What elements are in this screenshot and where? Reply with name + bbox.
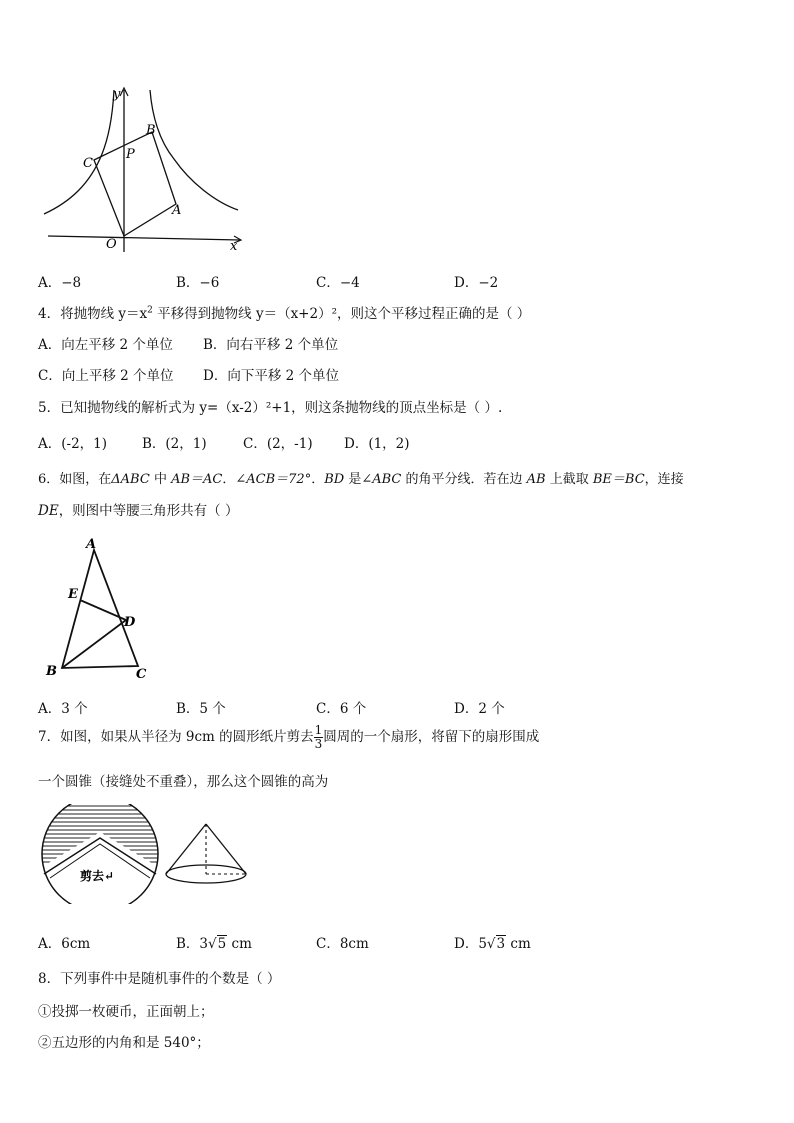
q6-option-d: D．2 个: [454, 701, 505, 717]
q4-option-b: B．向右平移 2 个单位: [203, 337, 339, 353]
q6-stem-line1: 6．如图，在ΔABC 中 AB＝AC．∠ACB＝72°．BD 是∠ABC 的角平分线．若在边 AB 上截取 BE＝BC，连接: [38, 472, 684, 487]
q6-option-c: C．6 个: [316, 701, 367, 717]
q5-option-a: A．(-2，1): [38, 436, 108, 452]
segment-BD: [62, 620, 126, 668]
q7-stem-line2: 一个圆锥（接缝处不重叠），那么这个圆锥的高为: [38, 774, 329, 790]
q3-option-c: C．−4: [316, 275, 360, 291]
q7-option-b: B．3√5 cm: [176, 936, 252, 952]
q8-item-2: ②五边形的内角和是 540°；: [38, 1035, 210, 1051]
q4-option-a: A．向左平移 2 个单位: [38, 337, 173, 353]
q7-option-c: C．8cm: [316, 936, 369, 952]
one-third-fraction: $\frac{1}{3}$: [314, 723, 323, 751]
label-E: E: [68, 587, 78, 602]
q7-option-a: A．6cm: [38, 936, 91, 952]
q5-option-d: D．(1，2): [344, 436, 410, 452]
label-x: x: [230, 239, 238, 254]
cut-label: 剪去↵: [80, 869, 115, 883]
q5-option-c: C．(2，-1): [243, 436, 313, 452]
hyperbola-left-branch: [44, 90, 114, 214]
square-OABC: [94, 132, 176, 236]
q8-item-1: ①投掷一枚硬币，正面朝上；: [38, 1004, 214, 1020]
circle-cut-sector-figure: [40, 804, 160, 904]
hyperbola-square-figure: [40, 84, 252, 254]
q5-stem: 5．已知抛物线的解析式为 y=（x-2）²+1，则这条抛物线的顶点坐标是（ ）.: [38, 400, 503, 416]
q6-option-a: A．3 个: [38, 701, 88, 717]
q6-option-b: B．5 个: [176, 701, 226, 717]
q4-stem: 4．将抛物线 $y=x^2$ 平移得到抛物线 y＝（x+2）²，则这个平移过程正确的是（ ）: [38, 305, 531, 322]
label-O: O: [106, 237, 117, 252]
q7-stem-line1: 7．如图，如果从半径为 9cm 的圆形纸片剪去 $\frac{1}{3}$ 圆周的一个扇形，将留下的扇形围成: [38, 723, 540, 751]
q3-option-a: A．−8: [38, 275, 82, 291]
q6-stem-line2: DE，则图中等腰三角形共有（ ）: [38, 503, 239, 519]
label-A: A: [172, 203, 182, 218]
label-B: B: [46, 664, 57, 679]
q7-option-d: D．5√3 cm: [454, 936, 531, 952]
label-y: y: [113, 87, 121, 102]
q8-stem: 8．下列事件中是随机事件的个数是（ ）: [38, 971, 281, 987]
q3-option-d: D．−2: [454, 275, 499, 291]
q4-option-c: C．向上平移 2 个单位: [38, 368, 174, 384]
q3-option-b: B．−6: [176, 275, 220, 291]
label-A: A: [86, 537, 97, 552]
label-D: D: [124, 615, 136, 630]
label-P: P: [126, 147, 135, 162]
cone-figure: [160, 820, 254, 890]
label-C: C: [83, 156, 93, 171]
label-C: C: [136, 667, 147, 682]
label-B: B: [146, 123, 156, 138]
q5-option-b: B．(2，1): [142, 436, 207, 452]
q4-option-d: D．向下平移 2 个单位: [203, 368, 339, 384]
hyperbola-right-branch: [150, 90, 238, 210]
x-axis: [48, 236, 240, 240]
segment-ED: [80, 600, 126, 620]
isosceles-triangle-figure: [40, 534, 160, 686]
